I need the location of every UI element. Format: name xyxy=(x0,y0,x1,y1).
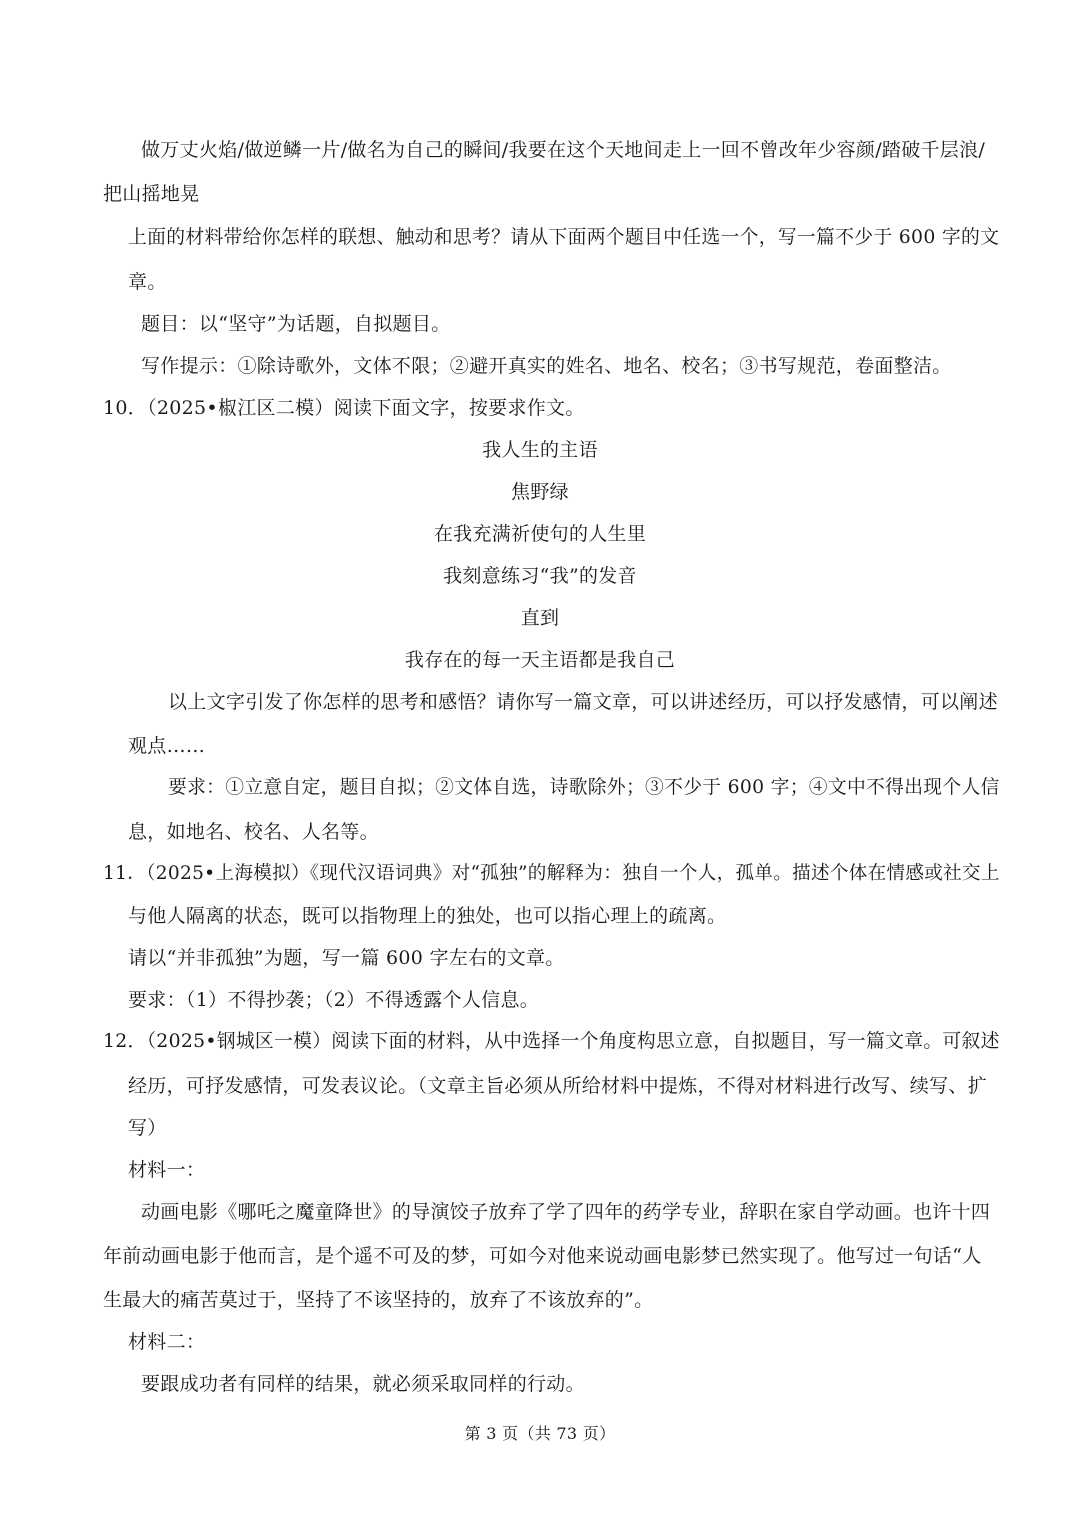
page-number-footer: 第 3 页（共 73 页） xyxy=(464,1424,616,1443)
q10-prompt-line-1: 以上文字引发了你怎样的思考和感悟？请你写一篇文章，可以讲述经历，可以抒发感情，可以阐述 xyxy=(168,691,998,713)
q11-requirement: 要求：（1）不得抄袭；（2）不得透露个人信息。 xyxy=(128,989,540,1011)
prompt-line-1: 上面的材料带给你怎样的联想、触动和思考？请从下面两个题目中任选一个，写一篇不少于 600 字的文 xyxy=(128,227,1000,248)
q12-material-1-line-1: 动画电影《哪吒之魔童降世》的导演饺子放弃了学了四年的药学专业，辞职在家自学动画。也许十四 xyxy=(141,1201,991,1223)
q10-poem-line: 直到 xyxy=(520,607,560,629)
q12-heading-line-2: 经历，可抒发感情，可发表议论。（文章主旨必须从所给材料中提炼，不得对材料进行改写、续写、扩 xyxy=(128,1075,988,1097)
poem-tail-line-1: 做万丈火焰/做逆鳞一片/做名为自己的瞬间/我要在这个天地间走上一回不曾改年少容颜/踏破千层浪/ xyxy=(141,139,986,161)
q10-poem-line: 我存在的每一天主语都是我自己 xyxy=(404,649,676,671)
q11-heading-line-1: 11．（2025•上海模拟）《现代汉语词典》对“孤独”的解释为：独自一个人，孤单。描述个体在情感或社交上 xyxy=(103,863,1000,884)
q12-material-1-label: 材料一： xyxy=(128,1159,206,1181)
prompt-line-2: 章。 xyxy=(128,271,167,293)
q12-material-2-line-1: 要跟成功者有同样的结果，就必须采取同样的行动。 xyxy=(141,1373,585,1395)
q10-requirement-line-1: 要求：①立意自定，题目自拟；②文体自选，诗歌除外；③不少于 600 字；④文中不得出现个人信 xyxy=(168,777,1000,798)
q12-material-1-line-2: 年前动画电影于他而言，是个遥不可及的梦，可如今对他来说动画电影梦已然实现了。他写过一句话“人 xyxy=(103,1245,982,1267)
q10-poem-author: 焦野绿 xyxy=(511,481,569,503)
q11-heading-line-2: 与他人隔离的状态，既可以指物理上的独处，也可以指心理上的疏离。 xyxy=(128,905,727,927)
q10-requirement-line-2: 息，如地名、校名、人名等。 xyxy=(128,821,379,843)
q12-material-1-line-3: 生最大的痛苦莫过于，坚持了不该坚持的，放弃了不该放弃的”。 xyxy=(103,1289,654,1311)
poem-tail-line-2: 把山摇地晃 xyxy=(103,183,200,205)
q10-poem-line: 在我充满祈使句的人生里 xyxy=(433,523,647,545)
q11-prompt: 请以“并非孤独”为题，写一篇 600 字左右的文章。 xyxy=(128,947,565,969)
q12-material-2-label: 材料二： xyxy=(128,1331,206,1353)
q12-heading-line-1: 12．（2025•钢城区一模）阅读下面的材料，从中选择一个角度构思立意，自拟题目，写一篇文章。可叙述 xyxy=(103,1031,1000,1052)
q12-heading-line-3: 写） xyxy=(128,1117,167,1139)
q10-heading: 10．（2025•椒江区二模）阅读下面文字，按要求作文。 xyxy=(103,397,585,419)
q10-poem-title: 我人生的主语 xyxy=(482,439,598,461)
tips-line: 写作提示：①除诗歌外，文体不限；②避开真实的姓名、地名、校名；③书写规范，卷面整洁。 xyxy=(141,355,952,377)
topic-line: 题目：以“坚守”为话题，自拟题目。 xyxy=(141,313,451,335)
q10-prompt-line-2: 观点…… xyxy=(128,735,206,757)
q10-poem-line: 我刻意练习“我”的发音 xyxy=(443,565,637,587)
